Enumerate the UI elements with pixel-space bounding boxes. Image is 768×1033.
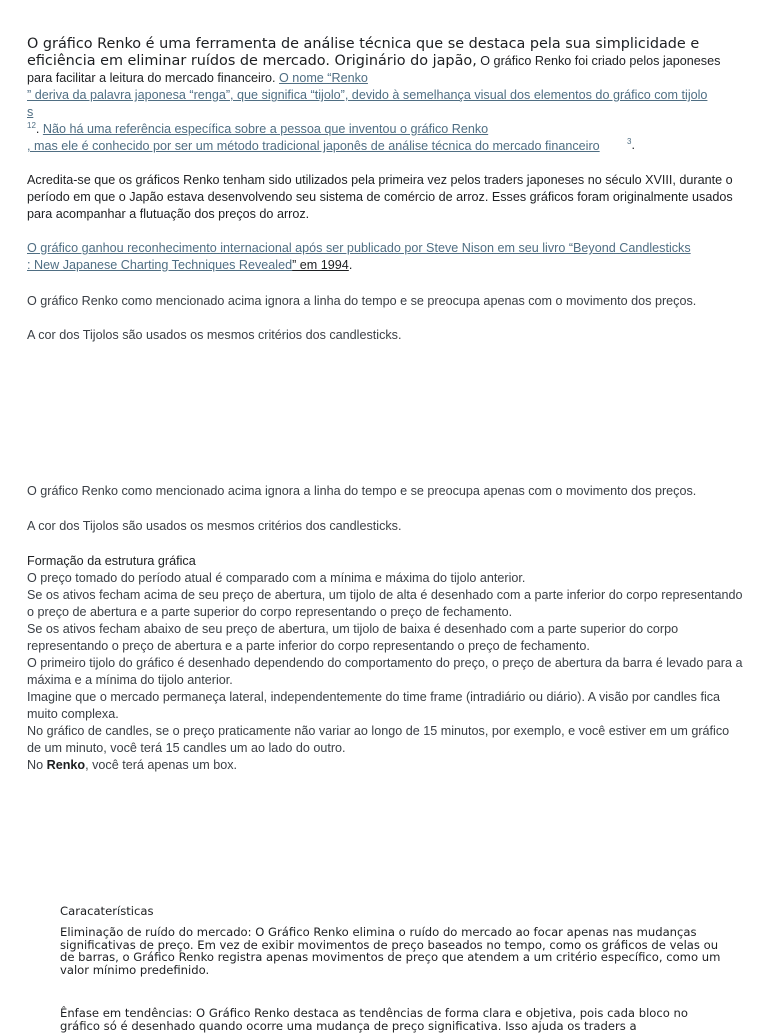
inventor-link[interactable] xyxy=(27,122,744,155)
features-heading: Caracaterísticas xyxy=(60,904,154,918)
formation-heading: Formação da estrutura gráfica xyxy=(27,554,196,568)
history-paragraph: Acredita-se que os gráficos Renko tenham sido utilizados pela primeira vez pelos traders japoneses no século XVIII, durante o período em que o Japão estava desenvolvendo seu sistema de comércio de arroz. Esses gráficos foram originalmente usados para acompanhar a flutuação dos preços do arroz. xyxy=(27,173,733,221)
timeline-paragraph-2: O gráfico Renko como mencionado acima ignora a linha do tempo e se preocupa apenas com o movimento dos preços. xyxy=(27,484,697,498)
renko-name-link-line1: O nome “Renko xyxy=(279,71,368,85)
nison-link-line2: : New Japanese Charting Techniques Revealed xyxy=(27,258,293,272)
intro-end-dot: . xyxy=(631,138,635,152)
nison-year-text: ” em 1994 xyxy=(292,258,349,272)
inventor-link-line1: Não há uma referência específica sobre a pessoa que inventou o gráfico Renko xyxy=(42,122,489,136)
formation-line: No gráfico de candles, se o preço praticamente não variar ao longo de 15 minutos, por exemplo, e você estiver em um gráfico de um minuto, você terá 15 candles um ao lado do outro. xyxy=(27,724,730,755)
nison-book-link[interactable] xyxy=(27,240,744,272)
timeline-paragraph-1: O gráfico Renko como mencionado acima ignora a linha do tempo e se preocupa apenas com o movimento dos preços. xyxy=(27,294,697,308)
renko-name-link-line2: ” deriva da palavra japonesa “renga”, que significa “tijolo”, devido à semelhança visual dos elementos do gráfico com tijolo xyxy=(27,88,708,102)
formation-last-line: No Renko, você terá apenas um box. xyxy=(27,758,238,772)
intro-lead-text: O gráfico Renko é uma ferramenta de análise técnica que se destaca pela sua simplicidade e eficiência em eliminar ruídos de mercado. Originário do japão, xyxy=(27,36,700,69)
intro-small-text: O gráfico Renko foi criado pelos japoneses para facilitar a leitura do mercado financeiro. xyxy=(27,54,721,85)
brick-color-paragraph-2: A cor dos Tijolos são usados os mesmos critérios dos candlesticks. xyxy=(27,519,402,533)
inventor-link-line2: , mas ele é conhecido por ser um método tradicional japonês de análise técnica do mercado financeiro xyxy=(27,139,600,153)
formation-line: O primeiro tijolo do gráfico é desenhado dependendo do comportamento do preço, o preço de abertura da barra é levado para a máxima e a mínima do tijolo anterior. xyxy=(27,656,743,687)
nison-paragraph xyxy=(27,240,744,274)
intro-footnote-tail xyxy=(627,137,635,154)
footnote-ref-12[interactable]: 12 xyxy=(27,120,36,130)
nison-link-line1: O gráfico ganhou reconhecimento internacional após ser publicado por Steve Nison em seu livro “Beyond Candlesticks xyxy=(27,241,691,255)
formation-section xyxy=(27,553,744,774)
formation-line: Se os ativos fecham acima de seu preço de abertura, um tijolo de alta é desenhado com a parte inferior do corpo representando o preço de abertura e a parte superior do corpo representando o preço de fechamento. xyxy=(27,588,743,619)
formation-line: O preço tomado do período atual é comparado com a mínima e máxima do tijolo anterior. xyxy=(27,571,526,585)
footnote-ref-3[interactable]: 3 xyxy=(627,136,632,146)
renko-bold-text: Renko xyxy=(46,758,86,772)
intro-paragraph: O gráfico Renko é uma ferramenta de análise técnica que se destaca pela sua simplicidade e eficiência em eliminar ruídos de mercado. Originário do japão, O gráfico Renko foi criado pelos japoneses para facilitar a leitura do mercado financeiro. O nome “Renko ” deriva da palavra japonesa “renga”, que significa “tijolo”, devido à semelhança visual dos elementos do gráfico com tijolo s $^{12}$. Não há uma referência específica sobre a pessoa que inventou o gráfico Renko , mas ele é conhecido por ser um método tradicional japonês de análise técnica do mercado financeiro xyxy=(27,36,744,155)
features-trend-paragraph: Ênfase em tendências: O Gráfico Renko destaca as tendências de forma clara e objetiva, pois cada bloco no gráfico só é desenhado quando ocorre uma mudança de preço significativa. Isso ajuda os traders a xyxy=(60,1006,688,1033)
renko-name-link-line3: s xyxy=(27,105,34,119)
features-noise-paragraph: Eliminação de ruído do mercado: O Gráfico Renko elimina o ruído do mercado ao focar apenas nas mudanças significativas de preço. Em vez de exibir movimentos de preço baseados no tempo, como os gráficos de velas ou de barras, o Gráfico Renko registra apenas movimentos de preço que atendem a um critério específico, como um valor mínimo predefinido. xyxy=(60,925,721,977)
nison-dot: . xyxy=(348,258,353,272)
formation-line: Se os ativos fecham abaixo de seu preço de abertura, um tijolo de baixa é desenhado com a parte superior do corpo representando o preço de abertura e a parte inferior do corpo representando o preço de fechamento. xyxy=(27,622,679,653)
formation-line: Imagine que o mercado permaneça lateral, independentemente do time frame (intradiário ou diário). A visão por candles fica muito complexa. xyxy=(27,690,721,721)
brick-color-paragraph-1: A cor dos Tijolos são usados os mesmos critérios dos candlesticks. xyxy=(27,328,402,342)
